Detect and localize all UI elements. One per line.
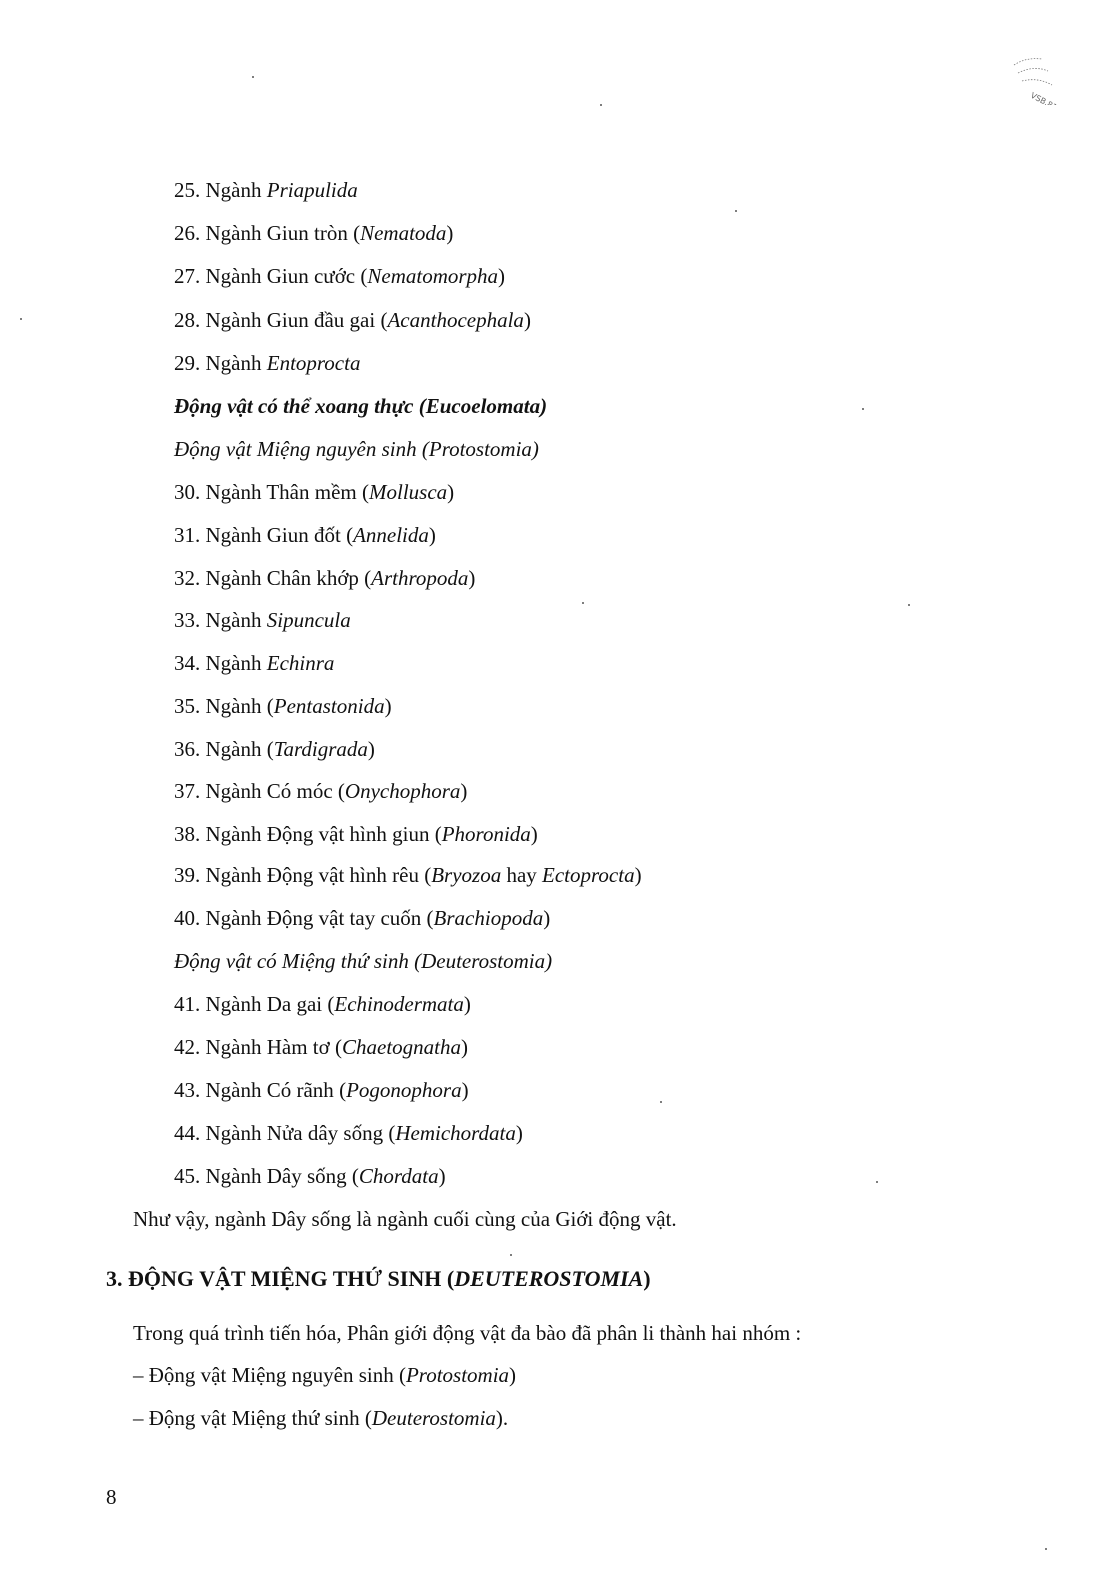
item-prefix: Ngành Động vật tay cuốn bbox=[205, 906, 427, 930]
item-prefix: Ngành Thân mềm bbox=[205, 480, 362, 504]
item-latin-name: Brachiopoda bbox=[433, 906, 544, 930]
item-latin-name: Echinra bbox=[266, 651, 335, 675]
scan-speck bbox=[510, 1254, 512, 1256]
list-item-27: 27. Ngành Giun cước (Nematomorpha) bbox=[174, 264, 506, 289]
item-latin-name: Hemichordata bbox=[395, 1121, 516, 1145]
item-prefix: Ngành bbox=[205, 178, 267, 202]
group-heading-eucoelomata: Động vật có thể xoang thực (Eucoelomata) bbox=[174, 394, 548, 418]
scan-speck bbox=[600, 104, 602, 106]
list-item-29 bbox=[174, 350, 360, 376]
list-item-36: 36. Ngành (Tardigrada) bbox=[174, 736, 375, 761]
list-item-28: 28. Ngành Giun đầu gai (Acanthocephala) bbox=[174, 307, 531, 332]
item-number: 41. bbox=[174, 992, 201, 1016]
item-latin-name: Acanthocephala bbox=[387, 307, 524, 332]
scan-speck bbox=[582, 602, 584, 604]
item-latin-name: Tardigrada bbox=[273, 736, 368, 761]
list-item-25 bbox=[174, 177, 358, 203]
item-mid: hay bbox=[501, 863, 543, 887]
group-heading-protostomia: Động vật Miệng nguyên sinh (Protostomia) bbox=[174, 437, 539, 461]
item-prefix: Ngành Có móc bbox=[205, 779, 338, 804]
item-latin-name: Pogonophora bbox=[346, 1078, 462, 1102]
item-latin-name: Chaetognatha bbox=[342, 1035, 461, 1059]
item-number: 34. bbox=[174, 651, 201, 675]
item-number: 30. bbox=[174, 480, 201, 504]
section-title-latin: DEUTEROSTOMIA bbox=[454, 1266, 644, 1291]
item-number: 42. bbox=[174, 1035, 201, 1059]
item-prefix: Ngành bbox=[205, 693, 267, 718]
item-number: 27. bbox=[174, 264, 201, 289]
item-number: 28. bbox=[174, 307, 201, 332]
item-latin-name: Ectoprocta bbox=[542, 863, 635, 887]
scan-speck bbox=[20, 318, 22, 320]
item-prefix: Ngành bbox=[205, 608, 267, 633]
section-title: ĐỘNG VẬT MIỆNG THỨ SINH ( bbox=[128, 1266, 455, 1291]
item-number: 43. bbox=[174, 1078, 201, 1102]
stamp-text: VSB.818 bbox=[1029, 90, 1060, 105]
item-prefix: Ngành Da gai bbox=[205, 992, 328, 1016]
item-number: 36. bbox=[174, 736, 201, 761]
item-number: 35. bbox=[174, 693, 201, 718]
item-prefix: Ngành Giun đầu gai bbox=[205, 307, 381, 332]
list-item-32: 32. Ngành Chân khớp (Arthropoda) bbox=[174, 565, 476, 590]
item-latin-name: Chordata bbox=[358, 1164, 439, 1188]
item-number: 38. bbox=[174, 822, 201, 846]
item-latin-name: Onychophora bbox=[344, 779, 461, 804]
item-number: 26. bbox=[174, 221, 201, 246]
list-item-33 bbox=[174, 607, 351, 633]
item-latin-name: Entoprocta bbox=[266, 350, 361, 375]
item-prefix: Ngành bbox=[205, 651, 267, 675]
item-latin-name: Priapulida bbox=[266, 178, 358, 202]
item-number: 45. bbox=[174, 1164, 201, 1188]
group-heading-deuterostomia: Động vật có Miệng thứ sinh (Deuterostomia) bbox=[174, 949, 553, 973]
list-item-37: 37. Ngành Có móc (Onychophora) bbox=[174, 779, 468, 804]
scan-speck bbox=[876, 1181, 878, 1183]
list-item-42: 42. Ngành Hàm tơ (Chaetognatha) bbox=[174, 1035, 468, 1059]
list-item-26: 26. Ngành Giun tròn (Nematoda) bbox=[174, 221, 454, 246]
item-prefix: Ngành Hàm tơ bbox=[205, 1035, 335, 1059]
item-prefix: Ngành Nửa dây sống bbox=[205, 1121, 389, 1145]
item-latin-name: Bryozoa bbox=[431, 863, 502, 887]
item-latin-name: Nematomorpha bbox=[367, 264, 499, 289]
list-item-38: 38. Ngành Động vật hình giun (Phoronida) bbox=[174, 822, 538, 846]
bullet-deuterostomia: – Động vật Miệng thứ sinh (Deuterostomia). bbox=[133, 1406, 509, 1430]
list-item-45: 45. Ngành Dây sống (Chordata) bbox=[174, 1164, 446, 1188]
page-number: 8 bbox=[106, 1485, 117, 1509]
list-item-35: 35. Ngành (Pentastonida) bbox=[174, 693, 392, 718]
list-item-30: 30. Ngành Thân mềm (Mollusca) bbox=[174, 480, 455, 504]
item-number: 39. bbox=[174, 863, 201, 887]
list-item-44: 44. Ngành Nửa dây sống (Hemichordata) bbox=[174, 1121, 523, 1145]
list-item-41: 41. Ngành Da gai (Echinodermata) bbox=[174, 992, 471, 1016]
item-prefix: Ngành Giun cước bbox=[205, 264, 361, 289]
list-item-43: 43. Ngành Có rãnh (Pogonophora) bbox=[174, 1078, 469, 1102]
conclusion-text: Như vậy, ngành Dây sống là ngành cuối cùng của Giới động vật. bbox=[133, 1207, 677, 1231]
item-suffix: ) bbox=[634, 863, 642, 887]
library-stamp bbox=[1008, 55, 1060, 105]
item-prefix: Ngành bbox=[205, 736, 267, 761]
scan-speck bbox=[1045, 1548, 1047, 1550]
scan-speck bbox=[908, 604, 910, 606]
item-latin-name: Mollusca bbox=[369, 480, 448, 504]
item-latin-name: Pentastonida bbox=[273, 693, 385, 718]
section-3-heading: 3. ĐỘNG VẬT MIỆNG THỨ SINH (DEUTEROSTOMIA) bbox=[106, 1266, 651, 1291]
item-latin-name: Arthropoda bbox=[371, 565, 469, 590]
item-latin-name: Annelida bbox=[353, 522, 429, 547]
item-number: 37. bbox=[174, 779, 201, 804]
scan-speck bbox=[862, 408, 864, 410]
item-prefix: Ngành bbox=[205, 350, 267, 375]
item-latin-name: Nematoda bbox=[360, 221, 447, 246]
section-number: 3. bbox=[106, 1266, 123, 1291]
item-prefix: Ngành Giun đốt bbox=[205, 522, 347, 547]
item-number: 32. bbox=[174, 565, 201, 590]
intro-paragraph: Trong quá trình tiến hóa, Phân giới động vật đa bào đã phân li thành hai nhóm : bbox=[133, 1321, 802, 1345]
item-prefix: Ngành Giun tròn bbox=[205, 221, 354, 246]
item-prefix: Ngành Chân khớp bbox=[205, 565, 365, 590]
item-prefix: Ngành Động vật hình giun bbox=[205, 822, 435, 846]
item-prefix: Ngành Có rãnh bbox=[205, 1078, 340, 1102]
bullet-protostomia: – Động vật Miệng nguyên sinh (Protostomia) bbox=[133, 1363, 517, 1387]
item-latin-name: Echinodermata bbox=[334, 992, 464, 1016]
item-number: 44. bbox=[174, 1121, 201, 1145]
item-number: 33. bbox=[174, 608, 201, 633]
item-latin-name: Phoronida bbox=[441, 822, 531, 846]
list-item-39 bbox=[174, 862, 642, 888]
item-prefix: Ngành Động vật hình rêu ( bbox=[205, 863, 432, 887]
item-prefix: Ngành Dây sống bbox=[205, 1164, 352, 1188]
scan-speck bbox=[735, 210, 737, 212]
item-number: 25. bbox=[174, 178, 201, 202]
scan-speck bbox=[252, 76, 254, 78]
item-latin-name: Sipuncula bbox=[266, 608, 351, 633]
list-item-31: 31. Ngành Giun đốt (Annelida) bbox=[174, 522, 436, 547]
item-number: 31. bbox=[174, 522, 201, 547]
list-item-40: 40. Ngành Động vật tay cuốn (Brachiopoda) bbox=[174, 906, 551, 930]
item-number: 40. bbox=[174, 906, 201, 930]
list-item-34 bbox=[174, 650, 334, 676]
item-number: 29. bbox=[174, 350, 201, 375]
scan-speck bbox=[660, 1101, 662, 1103]
